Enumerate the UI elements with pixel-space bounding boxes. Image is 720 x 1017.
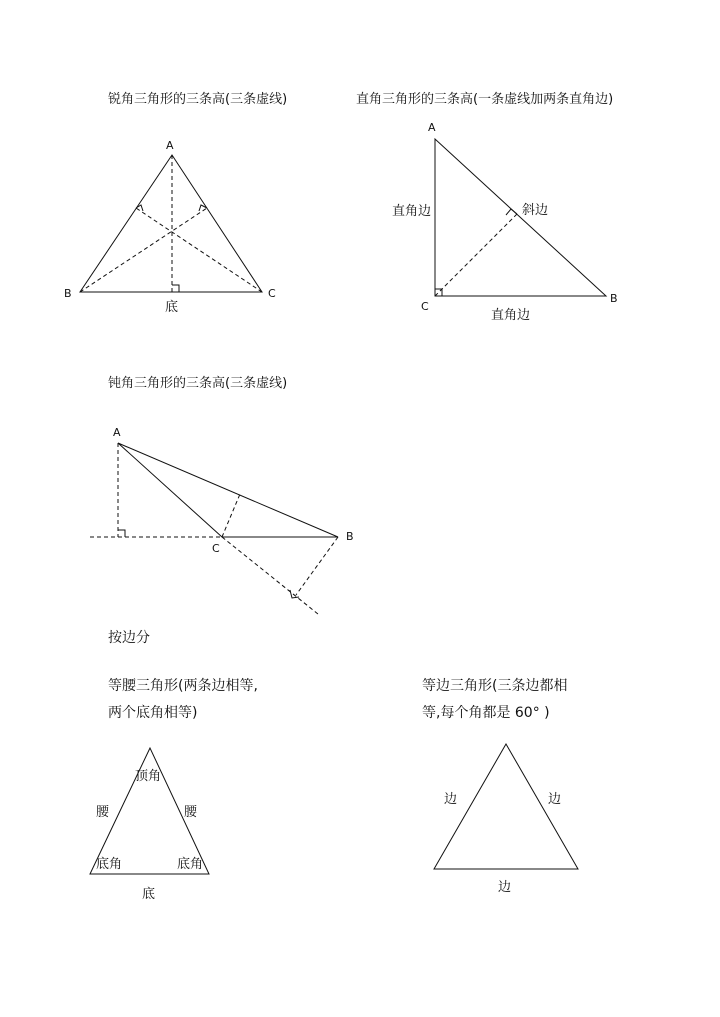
- obtuse-right-angle-mark-b: [290, 590, 299, 598]
- acute-vertex-b: B: [64, 287, 72, 300]
- isosceles-base-label: 底: [142, 887, 156, 902]
- isosceles-title-line2: 两个底角相等): [108, 705, 198, 721]
- acute-right-angle-mark-base: [172, 285, 179, 292]
- right-angle-mark-hypotenuse: [506, 209, 517, 215]
- acute-vertex-a: A: [166, 139, 174, 152]
- acute-altitudes: [80, 155, 262, 292]
- right-vertex-b: B: [610, 292, 618, 305]
- by-sides-heading: 按边分: [108, 630, 150, 646]
- obtuse-altitude-from-c: [222, 494, 240, 537]
- obtuse-right-angle-mark-a: [118, 530, 125, 537]
- equilateral-title-line1: 等边三角形(三条边都相: [422, 678, 568, 694]
- acute-triangle-title: 锐角三角形的三条高(三条虚线): [108, 92, 288, 107]
- acute-triangle-figure: [80, 155, 262, 292]
- acute-base-label: 底: [165, 300, 179, 315]
- right-triangle: [435, 139, 606, 296]
- obtuse-vertex-c: C: [212, 542, 220, 555]
- equilateral-bottom-side-label: 边: [498, 880, 512, 895]
- obtuse-altitude-from-b: [296, 537, 338, 595]
- isosceles-title-line1: 等腰三角形(两条边相等,: [108, 678, 258, 694]
- obtuse-altitudes-and-extensions: [90, 443, 338, 614]
- acute-altitude-from-b: [80, 208, 207, 292]
- right-triangle-figure: [435, 139, 606, 296]
- right-horizontal-leg-label: 直角边: [491, 308, 531, 323]
- right-vertex-c: C: [421, 300, 429, 313]
- equilateral-title-line2: 等,每个角都是 60° ): [422, 705, 550, 721]
- equilateral-left-side-label: 边: [444, 792, 458, 807]
- right-triangle-title: 直角三角形的三条高(一条虚线加两条直角边): [356, 92, 614, 107]
- isosceles-left-leg-label: 腰: [96, 805, 110, 820]
- obtuse-triangle-figure: [90, 443, 338, 614]
- right-altitude-from-c: [435, 214, 517, 296]
- acute-triangle: [80, 155, 262, 292]
- obtuse-side-ac-extension: [222, 537, 318, 614]
- right-vertex-a: A: [428, 121, 436, 134]
- right-hypotenuse-label: 斜边: [522, 203, 549, 218]
- right-vertical-leg-label: 直角边: [392, 204, 432, 219]
- acute-vertex-c: C: [268, 287, 276, 300]
- isosceles-base-angle-left-label: 底角: [96, 857, 123, 872]
- obtuse-vertex-a: A: [113, 426, 121, 439]
- isosceles-apex-angle-label: 顶角: [135, 769, 162, 784]
- acute-altitude-from-c: [136, 208, 262, 292]
- equilateral-right-side-label: 边: [548, 792, 562, 807]
- obtuse-triangle-title: 钝角三角形的三条高(三条虚线): [108, 376, 288, 391]
- obtuse-vertex-b: B: [346, 530, 354, 543]
- isosceles-right-leg-label: 腰: [184, 805, 198, 820]
- isosceles-base-angle-right-label: 底角: [177, 857, 204, 872]
